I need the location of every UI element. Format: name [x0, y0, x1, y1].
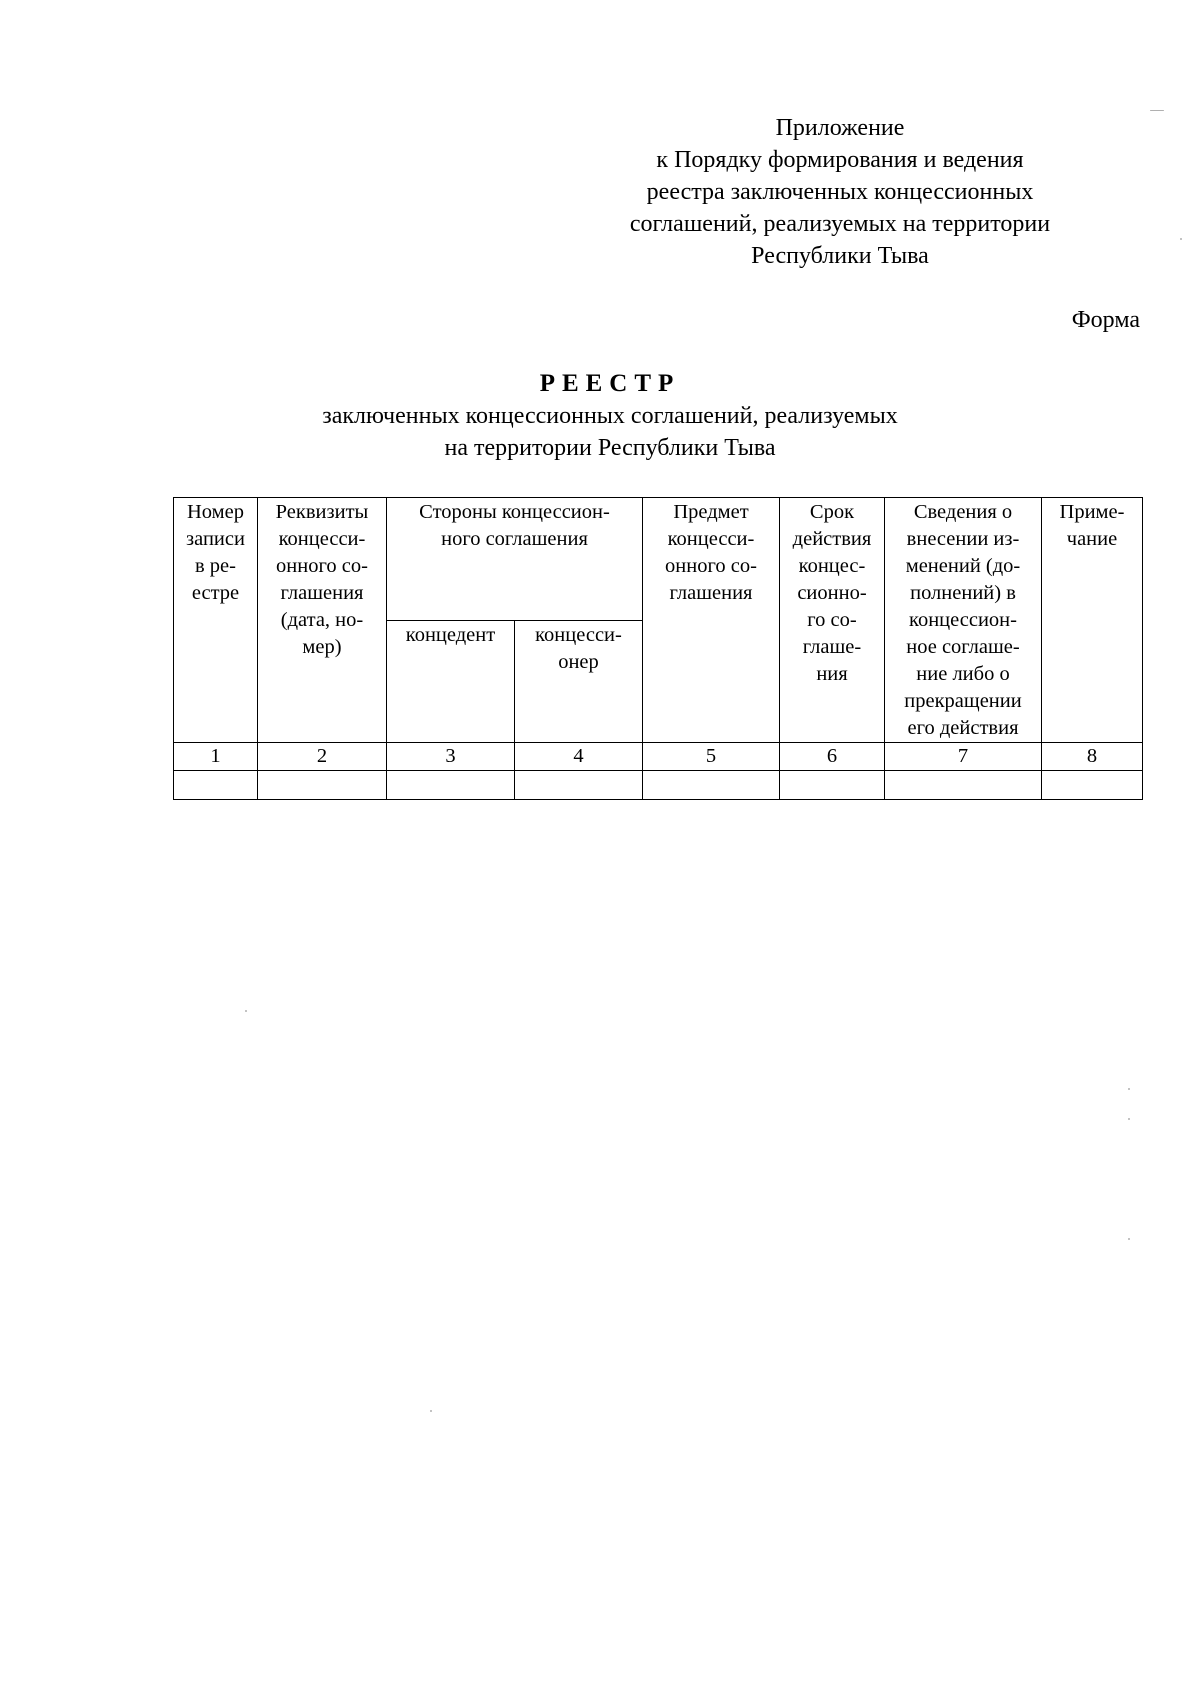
table-cell: [387, 771, 515, 800]
scan-speck: [430, 1410, 432, 1412]
header-grantor: концедент: [387, 620, 515, 743]
scan-speck: [245, 1010, 247, 1012]
table-cell: [174, 771, 258, 800]
appendix-line: Приложение: [775, 115, 905, 141]
registry-table: [173, 497, 1143, 800]
document-title: [160, 368, 1060, 464]
appendix-line: соглашений, реализуемых на территории: [629, 211, 1051, 237]
column-number: 2: [258, 743, 387, 771]
column-number: 8: [1042, 743, 1143, 771]
form-label: Форма: [1071, 307, 1140, 333]
scan-speck: [1128, 1238, 1130, 1240]
table-cell: [1042, 771, 1143, 800]
column-number: 7: [885, 743, 1042, 771]
title-subtitle-line1: заключенных концессионных соглашений, реализуемых: [322, 403, 898, 429]
table-column-numbers-row: [174, 743, 1143, 771]
table-cell: [885, 771, 1042, 800]
column-number: 6: [780, 743, 885, 771]
scan-speck: [1128, 1118, 1130, 1120]
column-number: 4: [515, 743, 643, 771]
header-agreement-details: Реквизиты концесси- онного со- глашения (дата, но- мер): [258, 498, 387, 743]
header-parties: Стороны концессион- ного соглашения: [387, 498, 643, 621]
header-subject: Предмет концесси- онного со- глашения: [643, 498, 780, 743]
appendix-line: реестра заключенных концессионных: [646, 179, 1034, 205]
title-main: РЕЕСТР: [539, 370, 681, 397]
appendix-header: [580, 112, 1100, 272]
header-term: Срок действия концес- сионно- го со- глаше- ния: [780, 498, 885, 743]
column-number: 3: [387, 743, 515, 771]
table-empty-row: [174, 771, 1143, 800]
scan-speck: [1150, 110, 1164, 111]
header-note: Приме- чание: [1042, 498, 1143, 743]
title-subtitle-line2: на территории Республики Тыва: [444, 435, 776, 461]
header-record-number: Номер записи в ре- естре: [174, 498, 258, 743]
header-concessionaire: концесси- онер: [515, 620, 643, 743]
scan-speck: [1128, 1088, 1130, 1090]
table-cell: [780, 771, 885, 800]
header-changes-info: Сведения о внесении из- менений (до- полнений) в концессион- ное соглаше- ние либо о прекращении его действия: [885, 498, 1042, 743]
column-number: 1: [174, 743, 258, 771]
appendix-line: к Порядку формирования и ведения: [656, 147, 1024, 173]
table-cell: [258, 771, 387, 800]
table-header-row: [174, 498, 1143, 621]
scan-speck: [1180, 238, 1182, 240]
column-number: 5: [643, 743, 780, 771]
table-cell: [643, 771, 780, 800]
table-cell: [515, 771, 643, 800]
appendix-line: Республики Тыва: [751, 243, 929, 269]
